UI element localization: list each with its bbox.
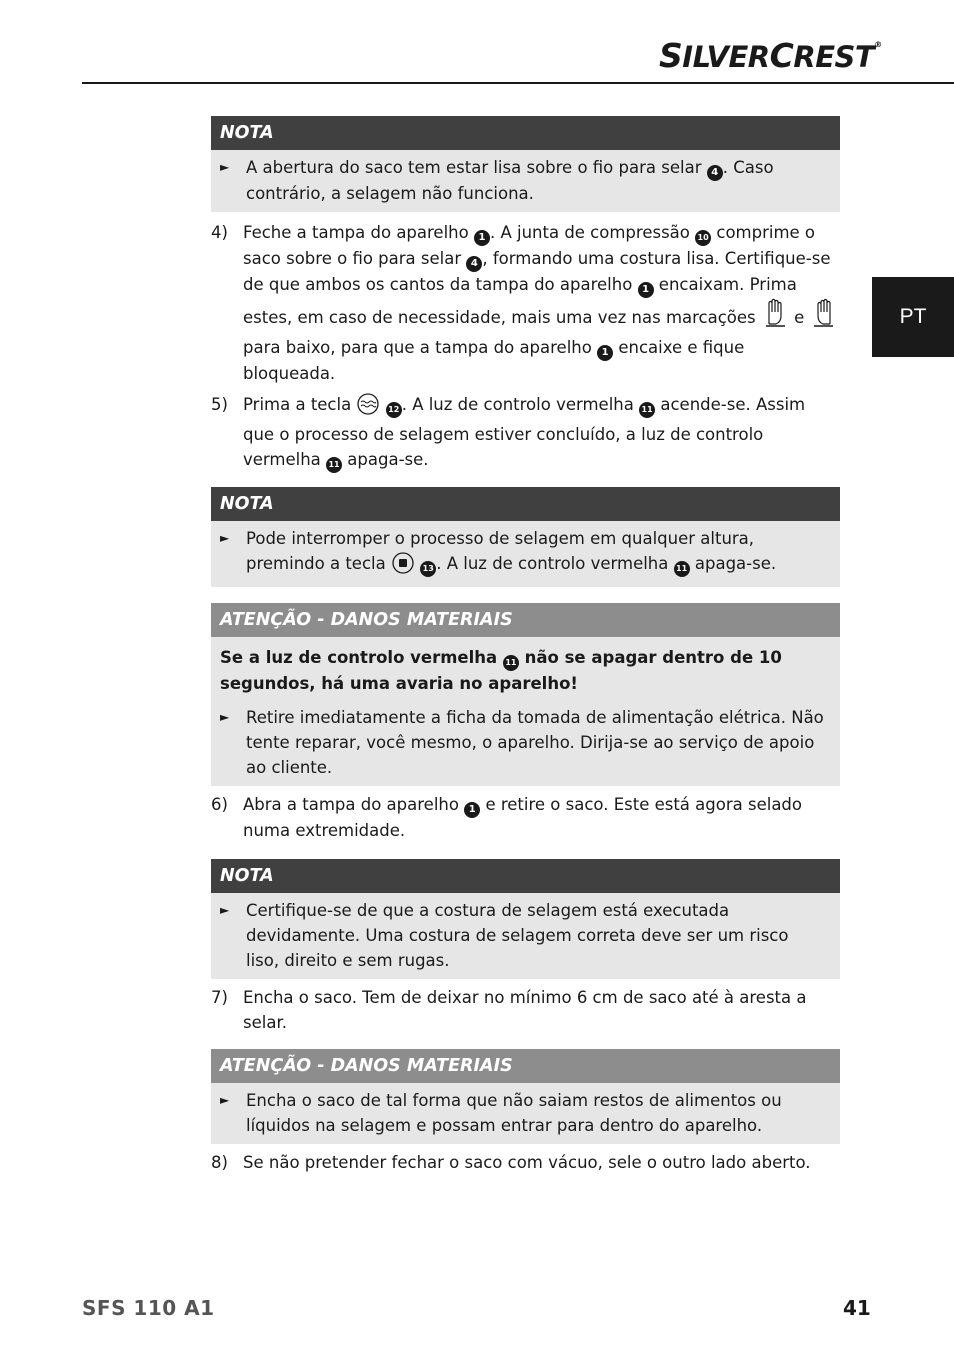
language-tab: PT xyxy=(872,277,954,357)
ref-number: 12 xyxy=(386,402,402,418)
ref-number: 1 xyxy=(464,802,480,818)
warning-bullet: ► Encha o saco de tal forma que não saiam restos de alimentos ou líquidos na selagem e possam entrar para dentro do aparelho. xyxy=(220,1088,826,1138)
step-6: 6) Abra a tampa do aparelho 1 e retire o saco. Este está agora selado numa extremidade. xyxy=(211,795,802,840)
ref-number: 1 xyxy=(638,282,654,298)
step-4: 4) Feche a tampa do aparelho 1 . A junta de compressão 10 comprime o saco sobre o fio para selar 4 , formando uma costura lisa. Certifique-se de que ambos os cantos da tampa do aparelho 1 encaixam. Prima estes, em caso de necessidade, mais uma vez nas marcações e para baixo, para que a tampa do aparelho 1 encaixe e fique bloqueada. xyxy=(211,220,840,386)
page-content xyxy=(211,116,840,1181)
warning-bullet: ► Retire imediatamente a ficha da tomada de alimentação elétrica. Não tente reparar, você mesmo, o aparelho. Dirija-se ao serviço de apoio ao cliente. xyxy=(220,705,826,780)
seal-button-icon xyxy=(356,393,380,422)
ref-number: 13 xyxy=(420,561,436,577)
note-bullet: ► A abertura do saco tem estar lisa sobre o fio para selar 4 . Caso contrário, a selagem não funciona. xyxy=(220,155,826,206)
triangle-right-icon: ► xyxy=(220,531,230,545)
ref-number: 4 xyxy=(707,165,723,181)
header-rule xyxy=(82,82,954,84)
step-5: 5) Prima a tecla 12 . A luz de controlo vermelha 11 acende-se. Assim que o processo de selagem estiver concluído, a luz de controlo vermelha 11 apaga-se. xyxy=(211,392,840,473)
warning-statement: Se a luz de controlo vermelha 11 não se apagar dentro de 10 segundos, há uma avaria no aparelho! xyxy=(220,648,782,693)
ref-number: 1 xyxy=(474,230,490,246)
ref-number: 4 xyxy=(466,256,482,272)
warning-title: ATENÇÃO - DANOS MATERIAIS xyxy=(211,603,840,637)
triangle-right-icon: ► xyxy=(220,160,230,174)
triangle-right-icon: ► xyxy=(220,1093,230,1107)
note-title: NOTA xyxy=(211,487,840,521)
stop-button-icon xyxy=(391,552,415,581)
ref-number: 11 xyxy=(639,402,655,418)
step-7: 7) Encha o saco. Tem de deixar no mínimo 6 cm de saco até à aresta a selar. xyxy=(211,988,807,1032)
hand-press-icon xyxy=(761,298,789,335)
model-number: SFS 110 A1 xyxy=(82,1296,215,1320)
page-number: 41 xyxy=(843,1296,871,1320)
hand-press-icon xyxy=(810,298,838,335)
ref-number: 11 xyxy=(674,561,690,577)
ref-number: 11 xyxy=(326,457,342,473)
ref-number: 10 xyxy=(695,230,711,246)
note-title: NOTA xyxy=(211,859,840,893)
note-box-3 xyxy=(211,859,840,979)
triangle-right-icon: ► xyxy=(220,903,230,917)
note-bullet: ► Certifique-se de que a costura de selagem está executada devidamente. Uma costura de selagem correta deve ser um risco liso, direito e sem rugas. xyxy=(220,898,826,973)
step-8: 8) Se não pretender fechar o saco com vácuo, sele o outro lado aberto. xyxy=(211,1153,811,1172)
ref-number: 11 xyxy=(503,655,519,671)
note-bullet: ► Pode interromper o processo de selagem em qualquer altura, premindo a tecla 13 . A luz de controlo vermelha 11 apaga-se. xyxy=(220,526,826,581)
ref-number: 1 xyxy=(597,345,613,361)
triangle-right-icon: ► xyxy=(220,710,230,724)
note-title: NOTA xyxy=(211,116,840,150)
note-box-1 xyxy=(211,116,840,212)
note-box-2 xyxy=(211,487,840,587)
brand-logo: SILVERCREST® xyxy=(659,36,882,75)
warning-box-1 xyxy=(211,603,840,786)
warning-title: ATENÇÃO - DANOS MATERIAIS xyxy=(211,1049,840,1083)
warning-box-2 xyxy=(211,1049,840,1144)
